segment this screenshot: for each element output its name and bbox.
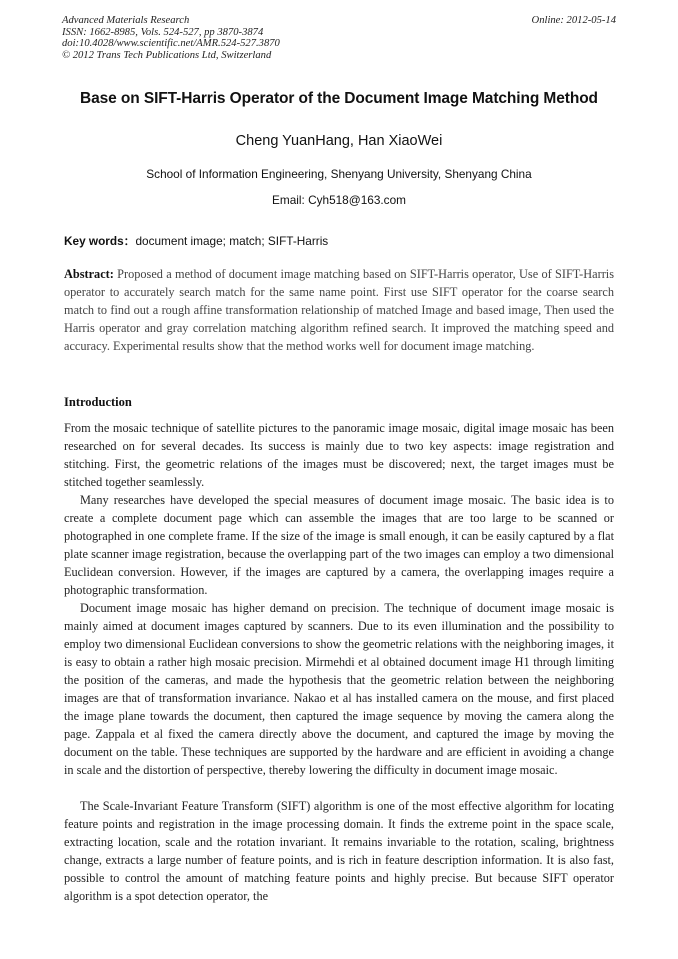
author-affiliation: School of Information Engineering, Shenyang University, Shenyang China (146, 167, 532, 181)
abstract-label: Abstract: (64, 267, 114, 281)
journal-name: Advanced Materials Research (62, 15, 190, 26)
keywords-label: Key words： (64, 234, 136, 248)
paper-title: Base on SIFT-Harris Operator of the Document Image Matching Method (80, 90, 598, 107)
intro-paragraph-2: Many researches have developed the special measures of document image mosaic. The basic idea is to create a complete document page which can assemble the images that are too large to be scanned or photographed in one complete frame. If the size of the image is small enough, it can be easily captured by a flat plate scanner image registration, because the overlapping part of the two images can employ a two dimensional Euclidean conversion. However, if the images are captured by a camera, the overlapping images require a photographic transformation. (64, 493, 614, 597)
issn-line: ISSN: 1662-8985, Vols. 524-527, pp 3870-3874 (62, 26, 264, 38)
section-heading-introduction: Introduction (64, 395, 132, 409)
keywords-line (64, 232, 328, 249)
journal-header (62, 15, 616, 61)
copyright-line: © 2012 Trans Tech Publications Ltd, Switzerland (62, 49, 272, 61)
doi-line: doi:10.4028/www.scientific.net/AMR.524-527.3870 (62, 38, 280, 50)
paper-authors: Cheng YuanHang, Han XiaoWei (235, 133, 443, 149)
author-email: Email: Cyh518@163.com (272, 193, 406, 207)
keywords-text: document image; match; SIFT-Harris (135, 234, 329, 248)
abstract-paragraph (64, 265, 614, 355)
intro-paragraph-1: From the mosaic technique of satellite pictures to the panoramic image mosaic, digital image mosaic has been researched on for several decades. Its success is mainly due to two key aspects: image registration and stitching. First, the geometric relations of the images must be discovered; next, the target images must be stitched together seamlessly. (64, 421, 614, 489)
intro-paragraph-3: Document image mosaic has higher demand on precision. The technique of document image mosaic is mainly aimed at document images captured by scanners. Due to its even illumination and the possibility to employ two dimensional Euclidean conversions to show the geometric relations with the neighboring images, it is easy to obtain a rather high mosaic precision. Mirmehdi et al obtained document image H1 through limiting the position of the cameras, and made the hypothesis that the geometric relation between the neighboring images are that of transformation invariance. Nakao et al has installed camera on the mouse, and first placed the image plane towards the document, then captured the image sequence by moving the camera along the page. Zappala et al fixed the camera directly above the document, and captured the image by moving the document on the table. These techniques are supported by the hardware and are efficient in avoiding a change in scale and the distortion of perspective, thereby lowering the difficulty in document image mosaic. (64, 601, 614, 777)
online-date: Online: 2012-05-14 (531, 15, 616, 26)
intro-paragraph-4: The Scale-Invariant Feature Transform (SIFT) algorithm is one of the most effective algorithm for locating feature points and registration in the image processing domain. It finds the extreme point in the space scale, extracting location, scale and the rotation invariant. It remains invariable to the rotation, scaling, brightness change, extracts a large number of feature points, and is rich in feature description information. It is also fast, possible to control the amount of matching feature points and highly precise. But because SIFT operator algorithm is a spot detection operator, the (64, 799, 614, 903)
abstract-text: Proposed a method of document image matching based on SIFT-Harris operator, Use of SIFT-Harris operator to accurately search match for the same name point. First use SIFT operator for the coarse search match to find out a rough affine transformation relationship of matched Image and based image, Then used the Harris operator and gray correlation matching algorithm refined search. It improved the matching speed and accuracy. Experimental results show that the method works well for document image matching. (64, 267, 614, 353)
